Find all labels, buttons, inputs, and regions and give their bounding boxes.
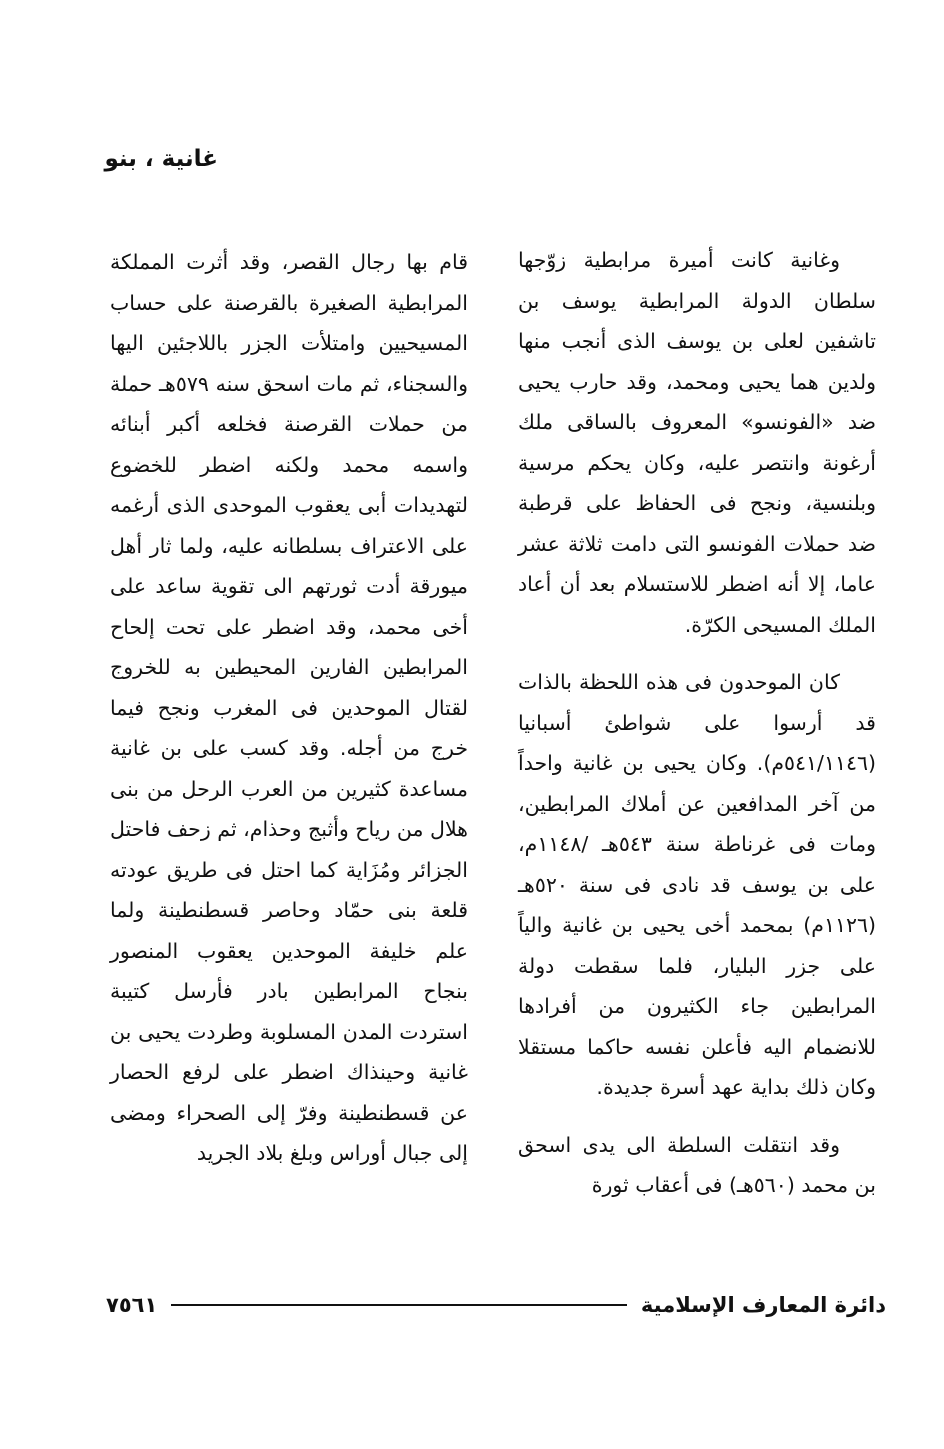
page-number: ٧٥٦١ (106, 1293, 158, 1317)
encyclopedia-title: دائرة المعارف الإسلامية (640, 1293, 886, 1317)
running-head: غانية ، بنو (104, 146, 218, 172)
right-column (518, 240, 876, 1206)
footer-rule (171, 1304, 627, 1306)
page-footer (106, 1288, 886, 1322)
paragraph-continuation: قام بها رجال القصر، وقد أثرت المملكة المرابطية الصغيرة بالقرصنة على حساب المسيحيين وامتلأت الجزر باللاجئين اليها والسجناء، ثم مات اسحق سنه ٥٧٩هـ حملة من حملات القرصنة فخلعه أكبر أبنائه واسمه محمد ولكنه اضطر للخضوع لتهديدات أبى يعقوب الموحدى الذى أرغمه على الاعتراف بسلطانه عليه، ولما ثار أهل ميورقة أدت ثورتهم الى تقوية ساعد على أخى محمد، وقد اضطر على تحت إلحاح المرابطين الفارين المحيطين به للخروج لقتال الموحدين فى المغرب ونجح فيما خرج من أجله. وقد كسب على بن غانية مساعدة كثيرين من العرب الرحل من بنى هلال من رياح وأثبج وحذام، ثم زحف فاحتل الجزائر ومُزَاية كما احتل فى طريق عودته قلعة بنى حمّاد وحاصر قسطنطينة ولما علم خليفة الموحدين يعقوب المنصور بنجاح المرابطين بادر فأرسل كتيبة استردت المدن المسلوبة وطردت يحيى بن غانية وحينذاك اضطر على لرفع الحصار عن قسطنطينة وفرّ إلى الصحراء ومضى إلى جبال أوراس وبلغ بلاد الجريد (110, 250, 468, 1165)
paragraph-almohads: كان الموحدون فى هذه اللحظة بالذات قد أرسوا على شواطئ أسبانيا (٥٤١/١١٤٦م). وكان يحيى بن غانية واحداً من آخر المدافعين عن أملاك المرابطين، ومات فى غرناطة سنة ٥٤٣هـ /١١٤٨م، على بن يوسف قد نادى فى سنة ٥٢٠هـ (١١٢٦م) بمحمد أخى يحيى بن غانية والياً على جزر البليار، فلما سقطت دولة المرابطين جاء الكثيرون من أفرادها للانضمام اليه فأعلن نفسه حاكما مستقلا وكان ذلك بداية عهد أسرة جديدة. (518, 670, 876, 1099)
paragraph-ghaniya-princess: وغانية كانت أميرة مرابطية زوّجها سلطان الدولة المرابطية يوسف بن تاشفين لعلى بن يوسف الذى أنجب منها ولدين هما يحيى ومحمد، وقد حارب يحيى ضد «الفونسو» المعروف بالساقى ملك أرغونة وانتصر عليه، وكان يحكم مرسية وبلنسية، ونجح فى الحفاظ على قرطبة ضد حملات الفونسو التى دامت ثلاثة عشر عاما، إلا أنه اضطر للاستسلام بعد أن أعاد الملك المسيحى الكرّة. (518, 248, 876, 637)
left-column (110, 242, 468, 1174)
paragraph-ishaq: وقد انتقلت السلطة الى يدى اسحق بن محمد (٥٦٠هـ) فى أعقاب ثورة (518, 1132, 876, 1197)
